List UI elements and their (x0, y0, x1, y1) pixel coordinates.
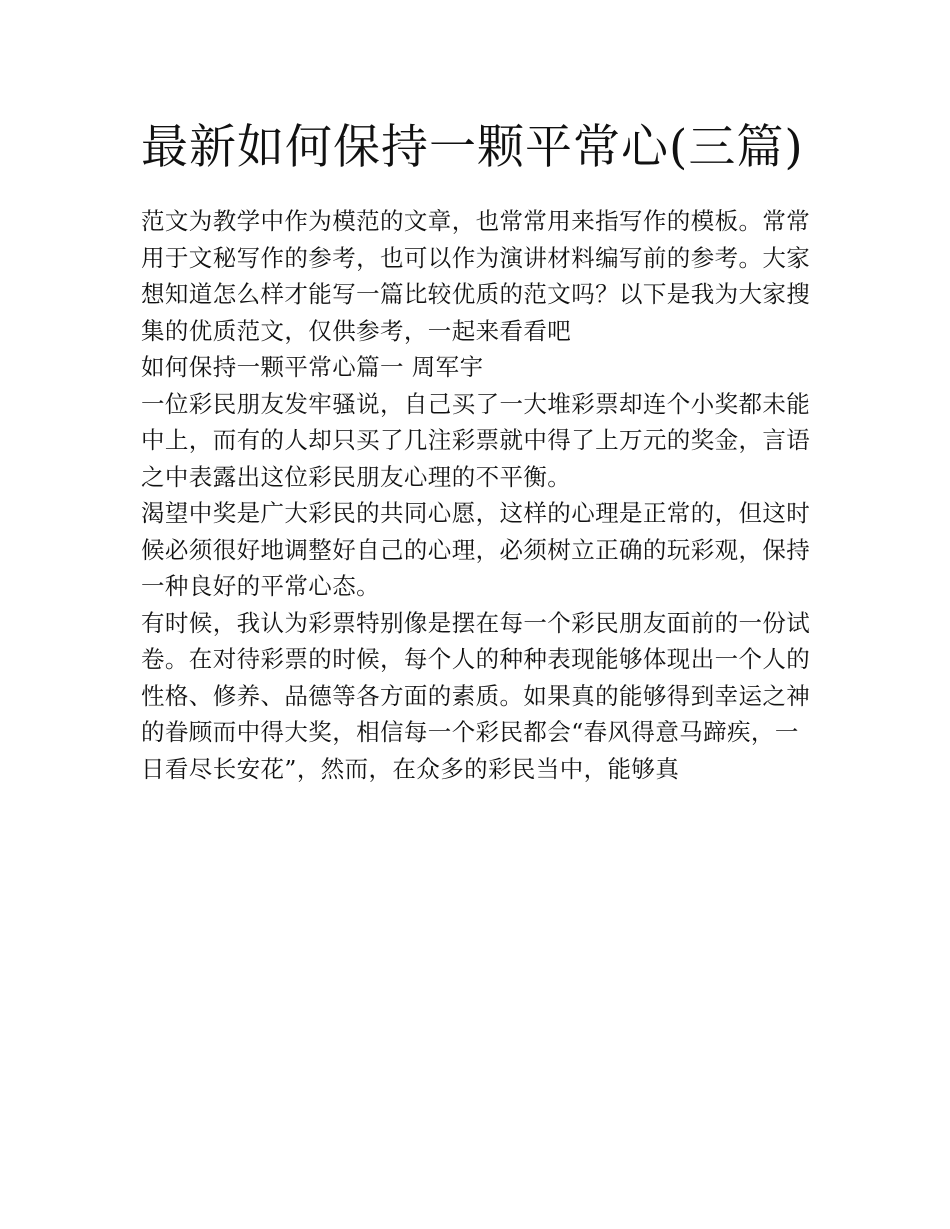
body-paragraph: 渴望中奖是广大彩民的共同心愿，这样的心理是正常的，但这时候必须很好地调整好自己的心理，必须树立正确的玩彩观，保持一种良好的平常心态。 (141, 499, 811, 600)
body-paragraph: 一位彩民朋友发牢骚说，自己买了一大堆彩票却连个小奖都未能中上，而有的人却只买了几注彩票就中得了上万元的奖金，言语之中表露出这位彩民朋友心理的不平衡。 (141, 389, 811, 491)
document-title: 最新如何保持一颗平常心(三篇) (141, 120, 804, 175)
body-paragraph: 有时候，我认为彩票特别像是摆在每一个彩民朋友面前的一份试卷。在对待彩票的时候，每个人的种种表现能够体现出一个人的性格、修养、品德等各方面的素质。如果真的能够得到幸运之神的眷顾而中得大奖，相信每一个彩民都会“春风得意马蹄疾，一日看尽长安花”，然而，在众多的彩民当中，能够真 (141, 608, 811, 783)
document-body (141, 112, 821, 787)
intro-paragraph: 范文为教学中作为模范的文章，也常常用来指写作的模板。常常用于文秘写作的参考，也可以作为演讲材料编写前的参考。大家想知道怎么样才能写一篇比较优质的范文吗？以下是我为大家搜集的优质范文，仅供参考，一起来看看吧 (141, 207, 811, 345)
section-heading: 如何保持一颗平常心篇一 周军宇 (141, 353, 484, 381)
